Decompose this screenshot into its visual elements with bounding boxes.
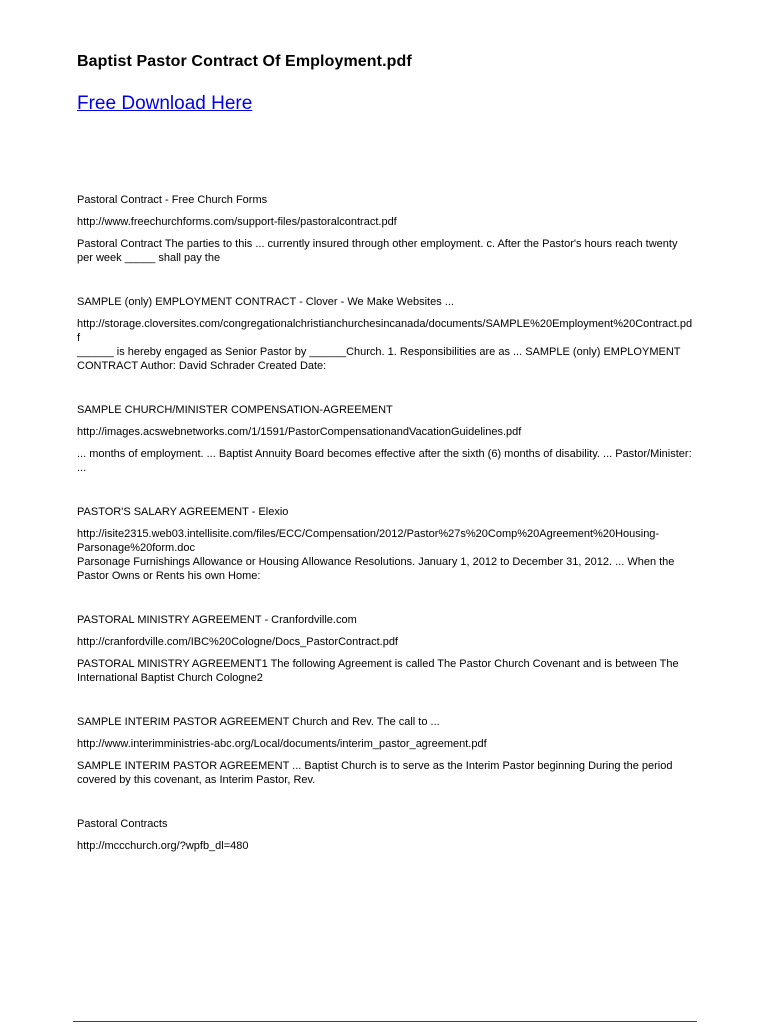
free-download-link[interactable]: Free Download Here [77, 93, 253, 114]
result-snippet: ... months of employment. ... Baptist Annuity Board becomes effective after the sixth (6) months of disability. ... Pastor/Minister: ... [77, 448, 692, 474]
result-snippet: PASTORAL MINISTRY AGREEMENT1 The following Agreement is called The Pastor Church Covenant and is between The International Baptist Church Cologne2 [77, 658, 679, 684]
result-title: Pastoral Contract - Free Church Forms [77, 194, 268, 206]
page-title: Baptist Pastor Contract Of Employment.pdf [77, 53, 412, 70]
result-item [77, 613, 737, 685]
result-item [77, 193, 737, 265]
result-snippet: Parsonage Furnishings Allowance or Housing Allowance Resolutions. January 1, 2012 to December 31, 2012. ... When the Pastor Owns or Rents his own Home: [77, 556, 675, 582]
result-item [77, 715, 737, 787]
result-item [77, 295, 737, 373]
result-title: SAMPLE INTERIM PASTOR AGREEMENT Church and Rev. The call to ... [77, 716, 440, 728]
result-snippet: SAMPLE INTERIM PASTOR AGREEMENT ... Baptist Church is to serve as the Interim Pastor beginning During the period covered by this covenant, as Interim Pastor, Rev. [77, 760, 673, 786]
result-snippet: ______ is hereby engaged as Senior Pastor by ______Church. 1. Responsibilities are as ... SAMPLE (only) EMPLOYMENT CONTRACT Author: David Schrader Created Date: [77, 346, 681, 372]
result-title: SAMPLE (only) EMPLOYMENT CONTRACT - Clover - We Make Websites ... [77, 296, 454, 308]
result-title: Pastoral Contracts [77, 818, 168, 830]
result-url[interactable]: http://isite2315.web03.intellisite.com/files/ECC/Compensation/2012/Pastor%27s%20Comp%20Agreement%20Housing- Parsonage%20form.doc [77, 528, 660, 554]
result-url[interactable]: http://storage.cloversites.com/congregationalchristianchurchesincanada/documents/SAMPLE%20Employment%20Contract.pd f [77, 318, 693, 344]
result-item [77, 403, 737, 475]
result-title: PASTORAL MINISTRY AGREEMENT - Cranfordville.com [77, 614, 357, 626]
result-title: SAMPLE CHURCH/MINISTER COMPENSATION-AGREEMENT [77, 404, 393, 416]
result-url[interactable]: http://cranfordville.com/IBC%20Cologne/Docs_PastorContract.pdf [77, 636, 398, 648]
result-title: PASTOR'S SALARY AGREEMENT - Elexio [77, 506, 289, 518]
search-results-list [77, 193, 737, 883]
result-item [77, 505, 737, 583]
result-url[interactable]: http://mccchurch.org/?wpfb_dl=480 [77, 840, 249, 852]
result-snippet: Pastoral Contract The parties to this ... currently insured through other employment. c. After the Pastor's hours reach twenty per week _____ shall pay the [77, 238, 678, 264]
result-url[interactable]: http://www.interimministries-abc.org/Local/documents/interim_pastor_agreement.pdf [77, 738, 487, 750]
result-url[interactable]: http://www.freechurchforms.com/support-files/pastoralcontract.pdf [77, 216, 397, 228]
footer-divider [73, 1021, 697, 1022]
result-item [77, 817, 737, 853]
result-url[interactable]: http://images.acswebnetworks.com/1/1591/PastorCompensationandVacationGuidelines.pdf [77, 426, 522, 438]
